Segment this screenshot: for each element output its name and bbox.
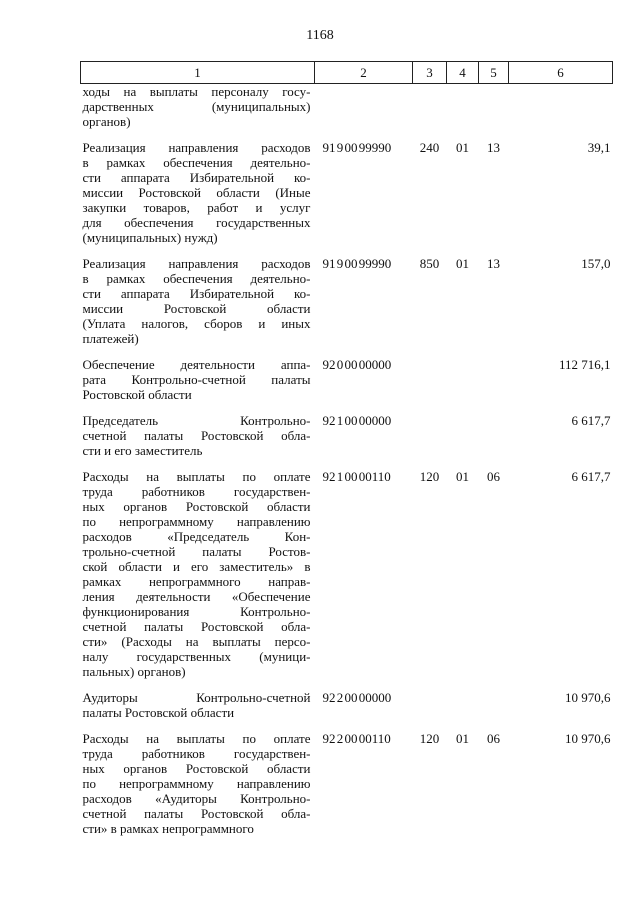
amount-value: 39,1 (587, 140, 611, 155)
table-row (81, 469, 613, 679)
target-article-code: 91 9 00 99990 (322, 140, 392, 155)
section-code (447, 413, 479, 458)
description-line: пальных) органов) (82, 664, 186, 679)
subsection-code: 13 (487, 140, 500, 155)
table-row (81, 140, 613, 245)
expense-type-code: 120 (419, 469, 440, 484)
amount-value: 10 970,6 (565, 731, 611, 746)
section-code: 01 (456, 469, 469, 484)
description-line: трольно-счетной палаты Ростов- (82, 544, 311, 559)
expense-type-code (413, 84, 447, 130)
description-line: рата Контрольно-счетной палаты (82, 372, 311, 387)
amount-value: 6 617,7 (571, 413, 611, 428)
description-line: Расходы на выплаты по оплате (82, 469, 311, 484)
row-spacer (81, 245, 613, 256)
section-code: 01 (456, 731, 469, 746)
description-line: функционирования Контрольно- (82, 604, 311, 619)
row-description (81, 690, 315, 720)
target-article-code: 92 1 00 00110 (322, 469, 391, 484)
budget-table (80, 61, 613, 836)
subsection-code: 13 (487, 256, 500, 271)
expense-type-code: 120 (419, 731, 440, 746)
description-line: Реализация направления расходов (82, 256, 311, 271)
target-article-code: 92 0 00 00000 (322, 357, 392, 372)
description-line: Ростовской области (82, 387, 192, 402)
row-spacer (81, 458, 613, 469)
row-spacer (81, 679, 613, 690)
expense-type-code: 850 (419, 256, 440, 271)
table-row (81, 357, 613, 402)
row-description (81, 413, 315, 458)
section-code (447, 690, 479, 720)
target-article-code: 92 2 00 00110 (322, 731, 391, 746)
subsection-code (479, 84, 509, 130)
target-article-code: 92 2 00 00000 (322, 690, 392, 705)
description-line: ской области и его заместитель» в (82, 559, 311, 574)
column-header-2: 2 (315, 62, 413, 84)
row-spacer-cell (81, 458, 613, 469)
description-line: Расходы на выплаты по оплате (82, 731, 311, 746)
description-line: Реализация направления расходов (82, 140, 311, 155)
description-line: расходов «Председатель Кон- (82, 529, 311, 544)
row-description (81, 731, 315, 836)
description-line: сти аппарата Избирательной ко- (82, 286, 311, 301)
description-line: расходов «Аудиторы Контрольно- (82, 791, 311, 806)
page-number: 1168 (306, 28, 334, 43)
table-row (81, 690, 613, 720)
row-spacer (81, 402, 613, 413)
column-header-4: 4 (447, 62, 479, 84)
target-article-code (315, 84, 413, 130)
description-line: в рамках обеспечения деятельно- (82, 155, 311, 170)
row-description (81, 256, 315, 346)
target-article-code: 91 9 00 99990 (322, 256, 392, 271)
column-header-3: 3 (413, 62, 447, 84)
column-header-5: 5 (479, 62, 509, 84)
row-description (81, 84, 315, 130)
row-spacer-cell (81, 245, 613, 256)
description-line: в рамках обеспечения деятельно- (82, 271, 311, 286)
description-line: ления деятельности «Обеспечение (82, 589, 311, 604)
row-spacer-cell (81, 679, 613, 690)
row-description (81, 140, 315, 245)
amount-value: 6 617,7 (571, 469, 611, 484)
row-spacer-cell (81, 720, 613, 731)
expense-type-code (413, 357, 447, 402)
row-spacer (81, 129, 613, 140)
row-spacer (81, 346, 613, 357)
section-code: 01 (456, 140, 469, 155)
description-line: (Уплата налогов, сборов и иных (82, 316, 311, 331)
description-line: ходы на выплаты персоналу госу- (82, 84, 311, 99)
description-line: палаты Ростовской области (82, 705, 235, 720)
description-line: органов) (82, 114, 131, 129)
description-line: миссии Ростовской области (82, 301, 311, 316)
description-line: для обеспечения государственных (82, 215, 311, 230)
description-line: дарственных (муниципальных) (82, 99, 311, 114)
description-line: сти» в рамках непрограммного (82, 821, 254, 836)
description-line: ных органов Ростовской области (82, 499, 311, 514)
description-line: Председатель Контрольно- (82, 413, 311, 428)
description-line: счетной палаты Ростовской обла- (82, 428, 311, 443)
subsection-code: 06 (487, 469, 500, 484)
table-header-row (81, 62, 613, 84)
table-row (81, 84, 613, 130)
row-spacer-cell (81, 346, 613, 357)
row-spacer-cell (81, 129, 613, 140)
section-code (447, 357, 479, 402)
description-line: по непрограммному направлению (82, 776, 311, 791)
amount-value: 10 970,6 (565, 690, 611, 705)
description-line: сти» (Расходы на выплаты персо- (82, 634, 311, 649)
table-body (81, 84, 613, 837)
subsection-code (479, 690, 509, 720)
description-line: платежей) (82, 331, 139, 346)
description-line: миссии Ростовской области (Иные (82, 185, 311, 200)
amount-value (509, 84, 613, 130)
description-line: труда работников государствен- (82, 746, 311, 761)
description-line: по непрограммному направлению (82, 514, 311, 529)
amount-value: 112 716,1 (558, 357, 611, 372)
column-header-6: 6 (509, 62, 613, 84)
section-code (447, 84, 479, 130)
expense-type-code (413, 690, 447, 720)
row-description (81, 469, 315, 679)
description-line: труда работников государствен- (82, 484, 311, 499)
table-row (81, 731, 613, 836)
row-spacer-cell (81, 402, 613, 413)
description-line: сти аппарата Избирательной ко- (82, 170, 311, 185)
subsection-code (479, 413, 509, 458)
target-article-code: 92 1 00 00000 (322, 413, 392, 428)
description-line: счетной палаты Ростовской обла- (82, 619, 311, 634)
description-line: счетной палаты Ростовской обла- (82, 806, 311, 821)
description-line: Обеспечение деятельности аппа- (82, 357, 311, 372)
amount-value: 157,0 (581, 256, 611, 271)
description-line: Аудиторы Контрольно-счетной (82, 690, 311, 705)
subsection-code (479, 357, 509, 402)
row-spacer (81, 720, 613, 731)
description-line: сти и его заместитель (82, 443, 203, 458)
subsection-code: 06 (487, 731, 500, 746)
expense-type-code: 240 (419, 140, 440, 155)
description-line: рамках непрограммного направ- (82, 574, 311, 589)
description-line: закупки товаров, работ и услуг (82, 200, 311, 215)
description-line: ных органов Ростовской области (82, 761, 311, 776)
expense-type-code (413, 413, 447, 458)
description-line: (муниципальных) нужд) (82, 230, 218, 245)
row-description (81, 357, 315, 402)
section-code: 01 (456, 256, 469, 271)
description-line: налу государственных (муници- (82, 649, 311, 664)
table-row (81, 413, 613, 458)
table-row (81, 256, 613, 346)
column-header-1: 1 (81, 62, 315, 84)
